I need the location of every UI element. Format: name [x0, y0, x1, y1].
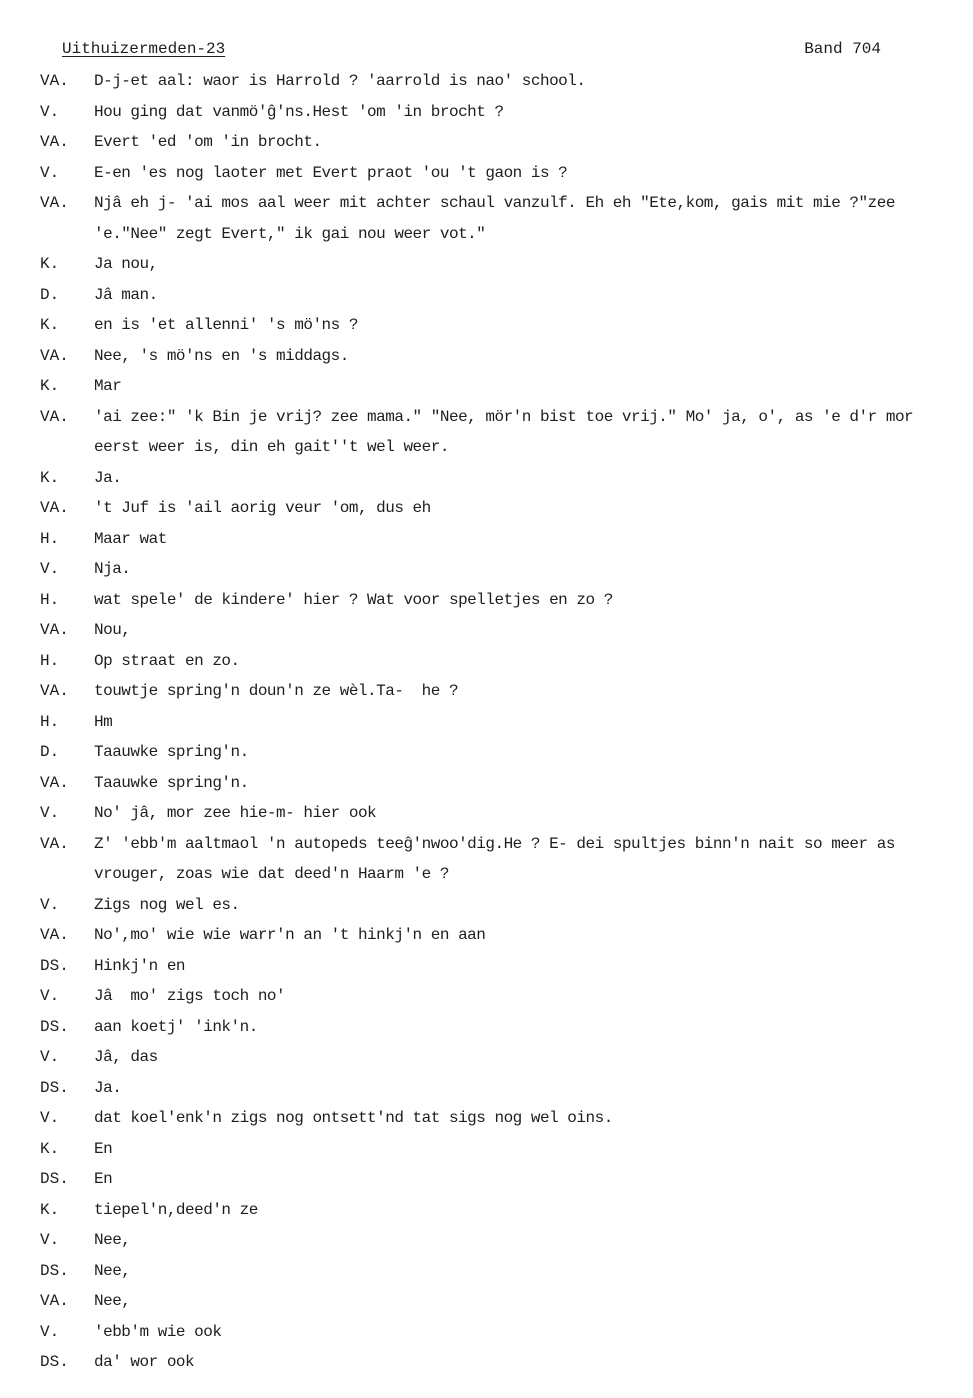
speaker-label: VA. — [40, 72, 69, 90]
transcript-line — [40, 646, 940, 677]
speaker-label: D. — [40, 285, 60, 304]
utterance-text: En — [94, 1170, 113, 1188]
utterance-text: Nee, 's mö'ns en 's middags. — [94, 346, 349, 365]
speaker-label: V. — [40, 163, 60, 182]
utterance-text: Nee, — [94, 1231, 131, 1249]
utterance-text: 't Juf is 'ail aorig veur 'om, dus eh — [94, 499, 431, 517]
speaker-label: V. — [40, 804, 60, 822]
transcript-line — [40, 829, 940, 890]
speaker-label: VA. — [40, 682, 69, 700]
transcript-line — [40, 1317, 940, 1348]
utterance-text: Hm — [94, 712, 113, 731]
utterance-text: Jâ man. — [94, 285, 158, 304]
transcript-line — [40, 341, 940, 372]
speaker-label: D. — [40, 743, 60, 761]
utterance-text: wat spele' de kindere' hier ? Wat voor spelletjes en zo ? — [94, 590, 613, 609]
transcript-line — [40, 1103, 940, 1134]
transcript-line — [40, 1134, 940, 1165]
speaker-label: VA. — [40, 407, 69, 426]
speaker-label: DS. — [40, 1353, 69, 1371]
utterance-text: Taauwke spring'n. — [94, 773, 249, 792]
utterance-text: Nee, — [94, 1261, 131, 1280]
speaker-label: V. — [40, 1048, 60, 1066]
transcript-line — [40, 554, 940, 585]
transcript-line — [40, 1286, 940, 1317]
speaker-label: V. — [40, 895, 60, 914]
speaker-label: DS. — [40, 1170, 69, 1188]
utterance-text: Hinkj'n en — [94, 956, 186, 975]
utterance-text: dat koel'enk'n zigs nog ontsett'nd tat sigs nog wel oins. — [94, 1109, 613, 1127]
utterance-text: En — [94, 1139, 113, 1158]
speaker-label: V. — [40, 560, 60, 578]
transcript-line — [40, 1225, 940, 1256]
transcript-line — [40, 280, 940, 311]
speaker-label: VA. — [40, 773, 69, 792]
utterance-text: Z' 'ebb'm aaltmaol 'n autopeds teeĝ'nwoo'dig.He ? E- dei spultjes binn'n nait so meer as vrouger, zoas wie dat deed'n Haarm 'e ? — [94, 834, 905, 883]
speaker-label: VA. — [40, 621, 69, 639]
utterance-text: Njâ eh j- 'ai mos aal weer mit achter schaul vanzulf. Eh eh "Ete,kom, gais mit mie ?"zee 'e."Nee" zegt Evert," ik gai nou weer vot." — [94, 194, 905, 243]
transcript-line — [40, 1164, 940, 1195]
speaker-label: VA. — [40, 499, 69, 517]
speaker-label: DS. — [40, 1017, 69, 1036]
speaker-label: VA. — [40, 346, 69, 365]
transcript-line — [40, 615, 940, 646]
transcript-line — [40, 97, 940, 128]
transcript-line — [40, 310, 940, 341]
utterance-text: 'ebb'm wie ook — [94, 1322, 222, 1341]
utterance-text: 'ai zee:" 'k Bin je vrij? zee mama." "Nee, mör'n bist toe vrij." Mo' ja, o', as 'e d'r mor eerst weer is, din eh gait''t wel weer. — [94, 407, 923, 456]
utterance-text: E-en 'es nog laoter met Evert praot 'ou 't gaon is ? — [94, 163, 568, 182]
utterance-text: Hou ging dat vanmö'ĝ'ns.Hest 'om 'in brocht ? — [94, 102, 504, 121]
utterance-text: Nou, — [94, 621, 131, 639]
utterance-text: touwtje spring'n doun'n ze wèl.Ta- he ? — [94, 682, 459, 700]
utterance-text: Evert 'ed 'om 'in brocht. — [94, 133, 322, 151]
utterance-text: tiepel'n,deed'n ze — [94, 1200, 258, 1219]
transcript-line — [40, 1347, 940, 1378]
transcript-line — [40, 463, 940, 494]
transcript-line — [40, 951, 940, 982]
speaker-label: K. — [40, 468, 60, 487]
transcript-line — [40, 127, 940, 158]
speaker-label: V. — [40, 1109, 60, 1127]
transcript-line — [40, 249, 940, 280]
utterance-text: Op straat en zo. — [94, 651, 240, 670]
utterance-text: No' jâ, mor zee hie-m- hier ook — [94, 804, 377, 822]
speaker-label: H. — [40, 651, 60, 670]
utterance-text: Taauwke spring'n. — [94, 743, 249, 761]
utterance-text: Ja. — [94, 1078, 122, 1097]
transcript-line — [40, 1012, 940, 1043]
utterance-text: Maar wat — [94, 529, 167, 548]
utterance-text: en is 'et allenni' 's mö'ns ? — [94, 316, 358, 334]
transcript-line — [40, 768, 940, 799]
speaker-label: H. — [40, 590, 60, 609]
speaker-label: VA. — [40, 926, 69, 944]
transcript-line — [40, 1073, 940, 1104]
speaker-label: K. — [40, 316, 60, 334]
utterance-text: Zigs nog wel es. — [94, 895, 240, 914]
speaker-label: H. — [40, 529, 60, 548]
transcript-line — [40, 188, 940, 249]
transcript-line — [40, 585, 940, 616]
transcript-line — [40, 402, 940, 463]
document-title: Uithuizermeden-23 — [62, 40, 226, 58]
utterance-text: Jâ mo' zigs toch no' — [94, 987, 286, 1005]
speaker-label: V. — [40, 1322, 60, 1341]
transcript-line — [40, 676, 940, 707]
speaker-label: V. — [40, 1231, 60, 1249]
transcript-line — [40, 66, 940, 97]
transcript-line — [40, 981, 940, 1012]
utterance-text: D-j-et aal: waor is Harrold ? 'aarrold is nao' school. — [94, 72, 586, 90]
speaker-label: K. — [40, 1200, 60, 1219]
speaker-label: DS. — [40, 1261, 69, 1280]
speaker-label: VA. — [40, 194, 69, 212]
utterance-text: Mar — [94, 377, 122, 395]
speaker-label: K. — [40, 377, 60, 395]
speaker-label: DS. — [40, 1078, 69, 1097]
transcript-line — [40, 1195, 940, 1226]
speaker-label: K. — [40, 1139, 60, 1158]
speaker-label: V. — [40, 102, 60, 121]
speaker-label: DS. — [40, 956, 69, 975]
utterance-text: Ja. — [94, 468, 122, 487]
transcript-line — [40, 890, 940, 921]
speaker-label: VA. — [40, 1292, 69, 1310]
transcript-line — [40, 737, 940, 768]
utterance-text: Jâ, das — [94, 1048, 158, 1066]
transcript-line — [40, 1256, 940, 1287]
speaker-label: V. — [40, 987, 60, 1005]
utterance-text: da' wor ook — [94, 1353, 195, 1371]
transcript-line — [40, 524, 940, 555]
utterance-text: Ja nou, — [94, 255, 158, 273]
utterance-text: No',mo' wie wie warr'n an 't hinkj'n en aan — [94, 926, 486, 944]
band-number: Band 704 — [804, 40, 881, 58]
transcript-line — [40, 920, 940, 951]
transcript-line — [40, 158, 940, 189]
utterance-text: aan koetj' 'ink'n. — [94, 1017, 258, 1036]
transcript-line — [40, 798, 940, 829]
speaker-label: K. — [40, 255, 60, 273]
utterance-text: Nee, — [94, 1292, 131, 1310]
speaker-label: H. — [40, 712, 60, 731]
transcript-line — [40, 1042, 940, 1073]
utterance-text: Nja. — [94, 560, 131, 578]
speaker-label: VA. — [40, 834, 69, 853]
transcript — [40, 66, 940, 1378]
transcript-line — [40, 371, 940, 402]
transcript-line — [40, 707, 940, 738]
transcript-line — [40, 493, 940, 524]
speaker-label: VA. — [40, 133, 69, 151]
